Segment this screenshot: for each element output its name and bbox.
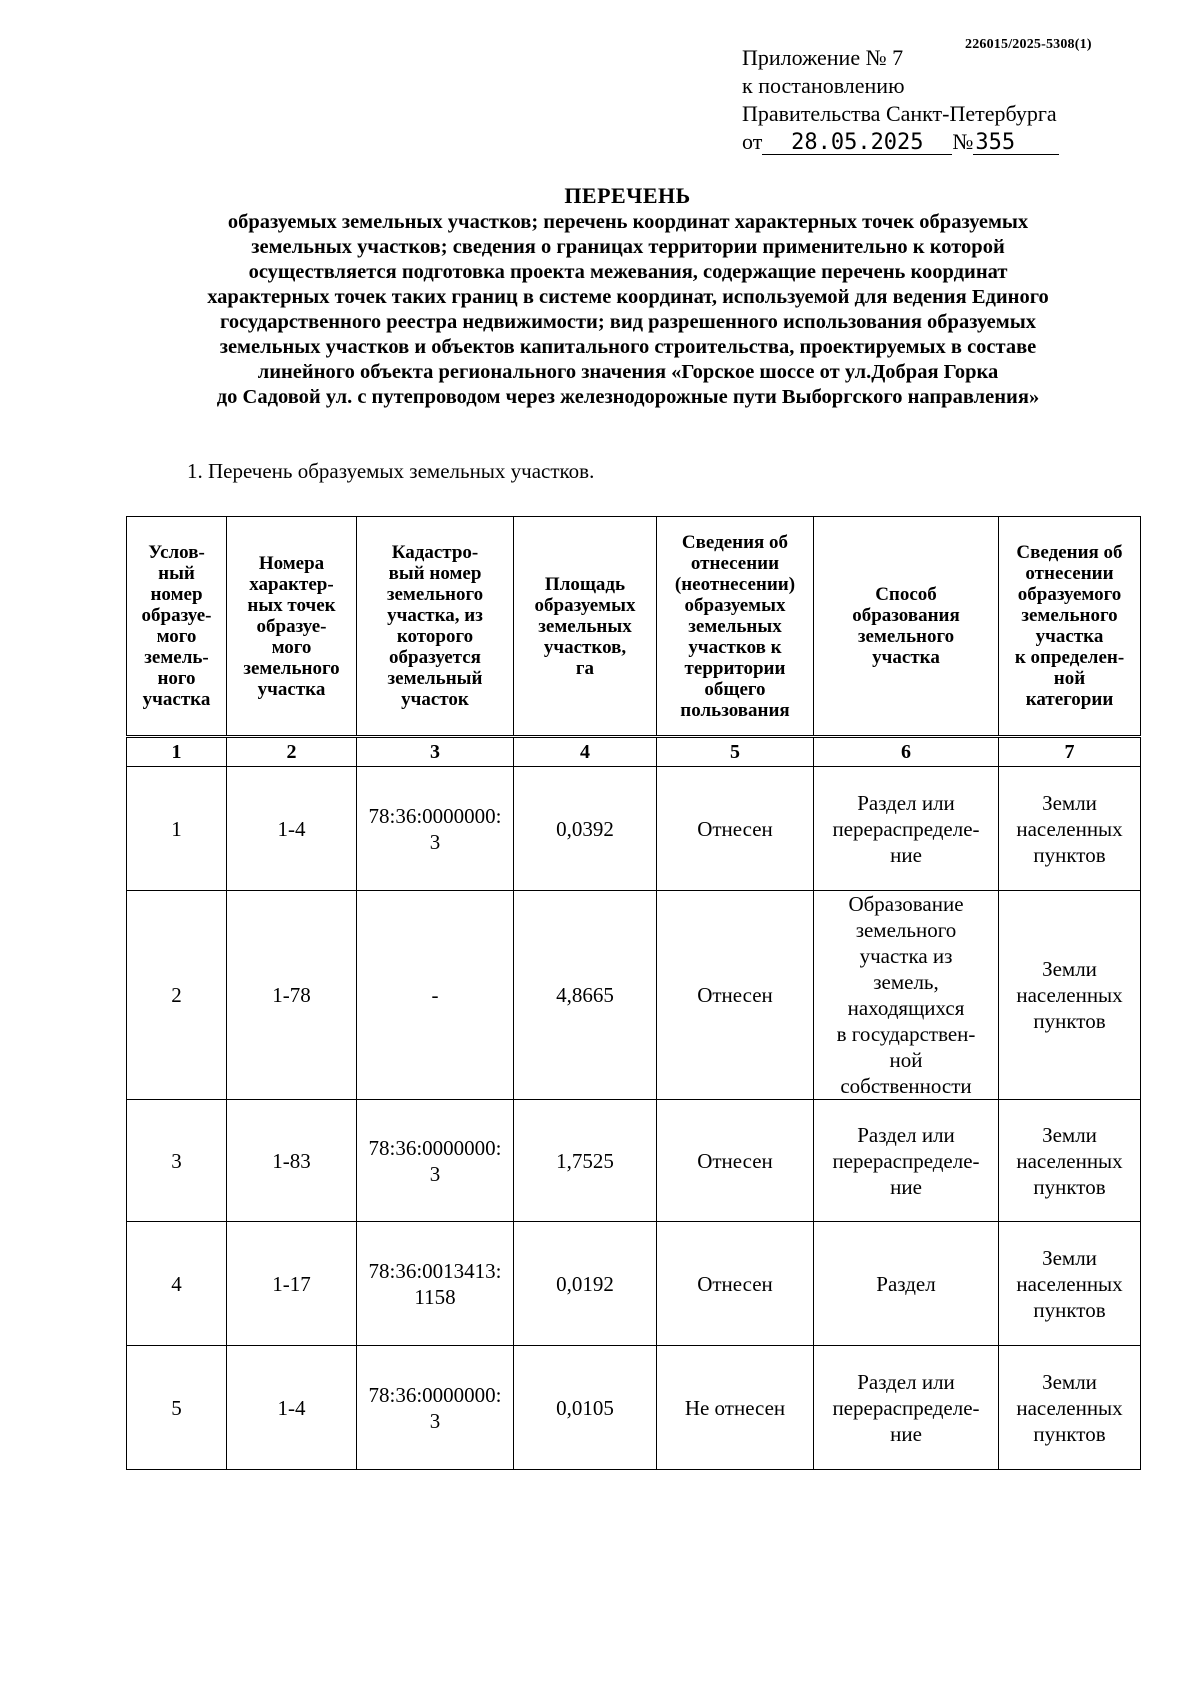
public-use-cell: Отнесен <box>657 891 814 1100</box>
cell-text-line: ние <box>890 842 922 867</box>
column-number: 4 <box>514 737 657 767</box>
point-numbers-cell: 1-78 <box>227 891 357 1100</box>
header-text-line: Сведения об <box>681 531 789 553</box>
subtitle-line: образуемых земельных участков; перечень координат характерных точек образуемых <box>227 211 1029 233</box>
column-number: 5 <box>657 737 814 767</box>
cell-text-line: участка из <box>859 944 953 968</box>
header-formation-method <box>814 517 999 737</box>
subtitle-line: до Садовой ул. с путепроводом через железнодорожные пути Выборгского направления» <box>216 386 1040 408</box>
plot-number-cell: 1 <box>127 767 227 891</box>
land-category-cell <box>999 767 1141 891</box>
header-text-line: образуется <box>389 647 481 668</box>
formation-method-cell <box>814 767 999 891</box>
header-text-line: га <box>575 657 595 679</box>
header-text-line: (неотнесении) <box>674 573 796 595</box>
header-text-line: образования <box>852 605 960 626</box>
subtitle-line: характерных точек таких границ в системе координат, используемой для ведения Единого <box>207 286 1049 308</box>
area-cell: 4,8665 <box>514 891 657 1100</box>
area-cell: 0,0392 <box>514 767 657 891</box>
cell-text-line: пунктов <box>1033 842 1106 867</box>
formation-method-cell <box>814 1222 999 1346</box>
from-label: от <box>742 129 763 154</box>
header-text-line: земельных <box>538 615 632 637</box>
header-point-numbers <box>227 517 357 737</box>
cell-text-line: ние <box>890 1421 922 1446</box>
cell-text-line: Земли <box>1042 1369 1097 1394</box>
header-plot-number <box>127 517 227 737</box>
header-text-line: отнесении <box>690 552 780 574</box>
cell-text-line: населенных <box>1016 1148 1123 1173</box>
cell-text-line: находящихся <box>847 996 965 1020</box>
number-label: № <box>952 129 974 154</box>
cell-text-line: пунктов <box>1033 1421 1106 1446</box>
point-numbers-cell: 1-83 <box>227 1100 357 1222</box>
table-row <box>127 891 1141 1100</box>
header-text-line: участка <box>257 678 326 700</box>
header-text-line: земельного <box>386 584 484 605</box>
table-row <box>127 767 1141 891</box>
document-registration-number: 226015/2025-5308(1) <box>965 37 1092 52</box>
land-category-cell <box>999 1100 1141 1222</box>
cell-text-line: ной <box>889 1048 923 1072</box>
subtitle-line: осуществляется подготовка проекта межевания, содержащие перечень координат <box>248 261 1008 283</box>
cell-text-line: Раздел или <box>857 1369 955 1394</box>
header-land-category <box>999 517 1141 737</box>
cell-text-line: земельного <box>855 918 957 942</box>
header-text-line: участков к <box>688 636 782 658</box>
cadastral-number-cell <box>357 767 514 891</box>
document-subtitle <box>118 210 1138 410</box>
column-number: 3 <box>357 737 514 767</box>
resolution-label: к постановлению <box>742 73 905 98</box>
header-text-line: Номера <box>258 552 325 574</box>
header-text-line: земель- <box>144 647 209 668</box>
subtitle-line: земельных участков и объектов капитального строительства, проектируемых в составе <box>219 336 1037 358</box>
section-heading: 1. Перечень образуемых земельных участков. <box>187 459 595 483</box>
header-text-line: мого <box>156 626 197 647</box>
header-text-line: земельного <box>857 626 955 647</box>
header-area <box>514 517 657 737</box>
formation-method-cell <box>814 1346 999 1470</box>
header-text-line: образуемых <box>684 594 786 616</box>
area-cell: 0,0105 <box>514 1346 657 1470</box>
cell-text-line: пунктов <box>1033 1297 1106 1322</box>
header-text-line: категории <box>1025 689 1114 710</box>
header-text-line: земельный <box>387 668 483 689</box>
header-text-line: земельного <box>243 657 340 679</box>
header-text-line: общего <box>704 678 766 700</box>
header-text-line: Площадь <box>544 573 626 595</box>
header-text-line: Способ <box>875 584 937 605</box>
cell-text-line: Раздел или <box>857 1122 955 1147</box>
header-text-line: мого <box>271 636 312 658</box>
cell-text-line: собственности <box>840 1074 972 1098</box>
plot-number-cell: 4 <box>127 1222 227 1346</box>
cell-text-line: 78:36:0000000: <box>368 1382 502 1407</box>
approval-block <box>742 44 1059 156</box>
header-text-line: пользования <box>680 699 790 721</box>
plot-number-cell: 5 <box>127 1346 227 1470</box>
cadastral-number-cell <box>357 1346 514 1470</box>
cell-text-line: Земли <box>1042 957 1097 981</box>
government-label: Правительства Санкт-Петербурга <box>742 101 1057 126</box>
header-text-line: характер- <box>249 573 334 595</box>
header-text-line: ных точек <box>247 594 336 616</box>
land-category-cell <box>999 891 1141 1100</box>
cell-text-line: 78:36:0013413: <box>368 1258 502 1283</box>
formation-method-cell <box>814 891 999 1100</box>
cell-text-line: в государствен- <box>836 1022 976 1046</box>
table-row <box>127 1100 1141 1222</box>
header-text-line: территории <box>684 657 786 679</box>
column-number: 2 <box>227 737 357 767</box>
header-text-line: Услов- <box>148 542 205 563</box>
header-text-line: участок <box>401 689 469 710</box>
header-text-line: Сведения об <box>1016 542 1123 563</box>
cell-text-line: 1158 <box>414 1284 456 1309</box>
header-text-line: которого <box>396 626 474 647</box>
cell-text-line: Образование <box>848 892 964 916</box>
cell-text-line: населенных <box>1016 1395 1123 1420</box>
cell-text-line: населенных <box>1016 816 1123 841</box>
cell-text-line: перераспределе- <box>832 1148 980 1173</box>
cell-text-line: 78:36:0000000: <box>368 1135 502 1160</box>
cadastral-number-cell <box>357 1100 514 1222</box>
cell-text-line: перераспределе- <box>832 816 980 841</box>
header-text-line: Кадастро- <box>391 542 479 563</box>
cell-text-line: пунктов <box>1033 1009 1106 1033</box>
point-numbers-cell: 1-4 <box>227 767 357 891</box>
column-number: 1 <box>127 737 227 767</box>
header-text-line: участка <box>1035 626 1104 647</box>
header-text-line: номер <box>150 584 203 605</box>
header-text-line: участка <box>142 689 211 710</box>
cell-text-line: земель, <box>873 970 939 994</box>
cell-text-line: Земли <box>1042 790 1097 815</box>
formation-method-cell <box>814 1100 999 1222</box>
column-number-row <box>127 737 1141 767</box>
header-text-line: земельного <box>1021 605 1118 626</box>
header-text-line: участка <box>872 647 940 668</box>
subtitle-line: земельных участков; сведения о границах территории применительно к которой <box>251 236 1005 258</box>
public-use-cell: Отнесен <box>657 1222 814 1346</box>
table-header-row <box>127 517 1141 737</box>
resolution-date: 28.05.2025 <box>762 132 952 155</box>
header-text-line: образуемого <box>1017 584 1122 605</box>
land-category-cell <box>999 1346 1141 1470</box>
plot-number-cell: 2 <box>127 891 227 1100</box>
cell-text-line: Земли <box>1042 1122 1097 1147</box>
header-public-use <box>657 517 814 737</box>
header-text-line: образуемых <box>534 594 636 616</box>
header-text-line: образуе- <box>141 605 212 626</box>
header-text-line: участка, из <box>387 605 483 626</box>
header-text-line: ного <box>157 668 196 689</box>
point-numbers-cell: 1-4 <box>227 1346 357 1470</box>
header-text-line: ной <box>1053 668 1086 689</box>
document-title: ПЕРЕЧЕНЬ <box>564 183 691 208</box>
table-row <box>127 1346 1141 1470</box>
column-number: 6 <box>814 737 999 767</box>
point-numbers-cell: 1-17 <box>227 1222 357 1346</box>
cadastral-number-cell <box>357 891 514 1100</box>
plot-number-cell: 3 <box>127 1100 227 1222</box>
public-use-cell: Отнесен <box>657 767 814 891</box>
table-row <box>127 1222 1141 1346</box>
cell-text-line: - <box>431 983 439 1007</box>
cell-text-line: ние <box>890 1174 922 1199</box>
cell-text-line: 3 <box>429 829 441 854</box>
cell-text-line: населенных <box>1016 983 1123 1007</box>
column-number: 7 <box>999 737 1141 767</box>
cell-text-line: населенных <box>1016 1271 1123 1296</box>
resolution-number: 355 <box>973 132 1059 155</box>
cell-text-line: перераспределе- <box>832 1395 980 1420</box>
header-text-line: к определен- <box>1014 647 1125 668</box>
cell-text-line: 3 <box>429 1161 441 1186</box>
subtitle-line: государственного реестра недвижимости; вид разрешенного использования образуемых <box>220 311 1036 333</box>
cell-text-line: 3 <box>429 1408 441 1433</box>
cell-text-line: 78:36:0000000: <box>368 803 502 828</box>
cell-text-line: Земли <box>1042 1245 1097 1270</box>
area-cell: 0,0192 <box>514 1222 657 1346</box>
header-cadastral-number <box>357 517 514 737</box>
cell-text-line: пунктов <box>1033 1174 1106 1199</box>
header-text-line: ный <box>158 563 195 584</box>
header-text-line: образуе- <box>256 615 327 637</box>
appendix-label: Приложение № 7 <box>742 45 904 70</box>
header-text-line: земельных <box>688 615 782 637</box>
public-use-cell: Не отнесен <box>657 1346 814 1470</box>
subtitle-line: линейного объекта регионального значения «Горское шоссе от ул.Добрая Горка <box>257 361 999 383</box>
header-text-line: вый номер <box>388 563 482 584</box>
land-plots-table <box>126 516 1141 1470</box>
cadastral-number-cell <box>357 1222 514 1346</box>
land-category-cell <box>999 1222 1141 1346</box>
header-text-line: участков, <box>543 636 627 658</box>
resolution-date-line <box>742 128 1059 156</box>
cell-text-line: Раздел <box>876 1271 936 1296</box>
header-text-line: отнесении <box>1025 563 1114 584</box>
cell-text-line: Раздел или <box>857 790 955 815</box>
area-cell: 1,7525 <box>514 1100 657 1222</box>
public-use-cell: Отнесен <box>657 1100 814 1222</box>
